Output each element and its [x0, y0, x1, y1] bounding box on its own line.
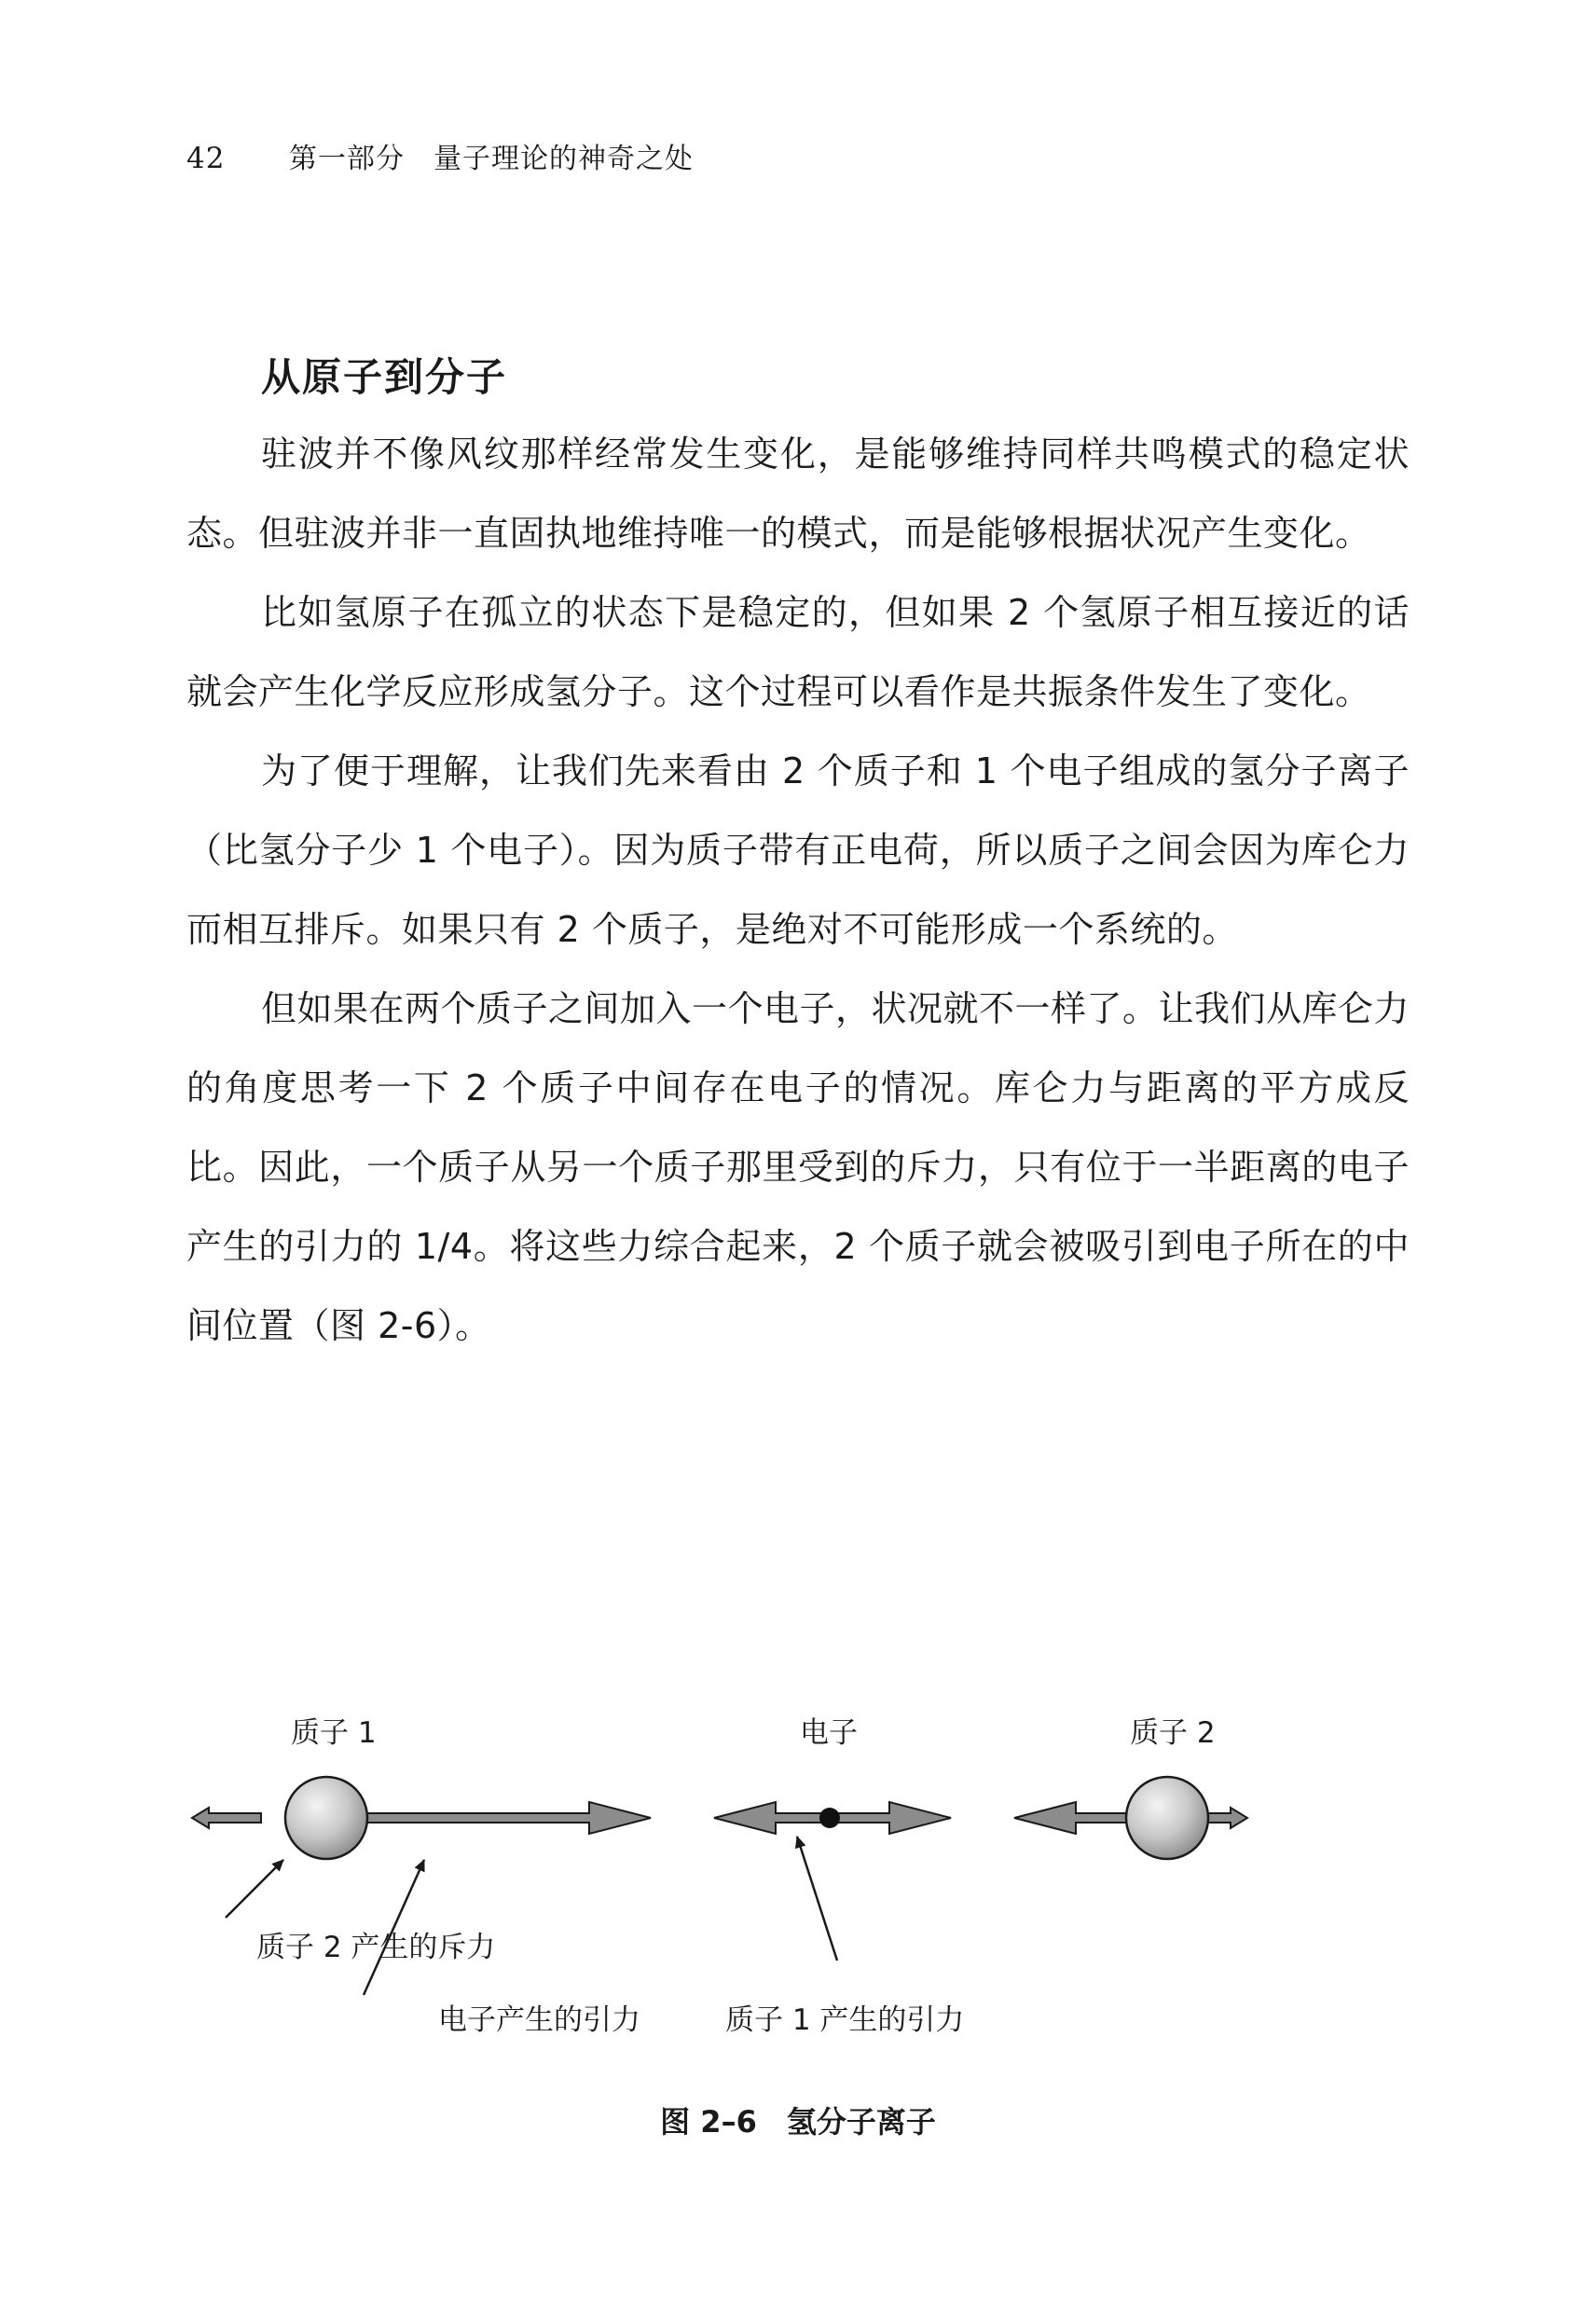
page-header [186, 135, 694, 176]
running-title: 第一部分 量子理论的神奇之处 [289, 143, 694, 175]
page-number: 42 [186, 142, 226, 175]
body-text [186, 415, 1410, 1366]
pointer-proton1-attraction [797, 1837, 837, 1961]
electron-left-arrow [714, 1802, 830, 1834]
label-proton1: 质子 1 [291, 1716, 377, 1750]
proton1-right-arrow [326, 1802, 651, 1834]
figure-caption: 图 2–6 氢分子离子 [660, 2104, 936, 2140]
figure-hydrogen-molecular-ion [186, 1678, 1410, 2163]
label-attraction-from-electron: 电子产生的引力 [438, 2003, 640, 2037]
pointer-repulsion [226, 1860, 283, 1918]
label-proton2: 质子 2 [1130, 1716, 1216, 1750]
paragraph: 为了便于理解，让我们先来看由 2 个质子和 1 个电子组成的氢分子离子（比氢分子少 1 个电子）。因为质子带有正电荷，所以质子之间会因为库仑力而相互排斥。如果只有 2 个质子，是绝对不可能形成一个系统的。 [186, 750, 1410, 950]
pointer-electron-attraction [364, 1860, 424, 1995]
proton1-left-arrow [192, 1808, 261, 1828]
paragraph: 但如果在两个质子之间加入一个电子，状况就不一样了。让我们从库仑力的角度思考一下 2 个质子中间存在电子的情况。库仑力与距离的平方成反比。因此，一个质子从另一个质子那里受到的斥力，只有位于一半距离的电子产生的引力的 1/4。将这些力综合起来，2 个质子就会被吸引到电子所在的中间位置（图 2-6）。 [186, 988, 1410, 1346]
proton2-sphere [1126, 1777, 1208, 1859]
label-electron: 电子 [800, 1716, 858, 1750]
electron-right-arrow [830, 1802, 951, 1834]
proton1-sphere [285, 1777, 367, 1859]
paragraph: 比如氢原子在孤立的状态下是稳定的，但如果 2 个氢原子相互接近的话就会产生化学反应形成氢分子。这个过程可以看作是共振条件发生了变化。 [186, 592, 1410, 712]
paragraph: 驻波并不像风纹那样经常发生变化，是能够维持同样共鸣模式的稳定状态。但驻波并非一直固执地维持唯一的模式，而是能够根据状况产生变化。 [186, 434, 1410, 554]
label-attraction-from-proton1: 质子 1 产生的引力 [725, 2003, 965, 2037]
electron-dot [819, 1808, 840, 1828]
label-repulsion-from-proton2: 质子 2 产生的斥力 [256, 1931, 496, 1964]
section-title: 从原子到分子 [261, 354, 508, 400]
